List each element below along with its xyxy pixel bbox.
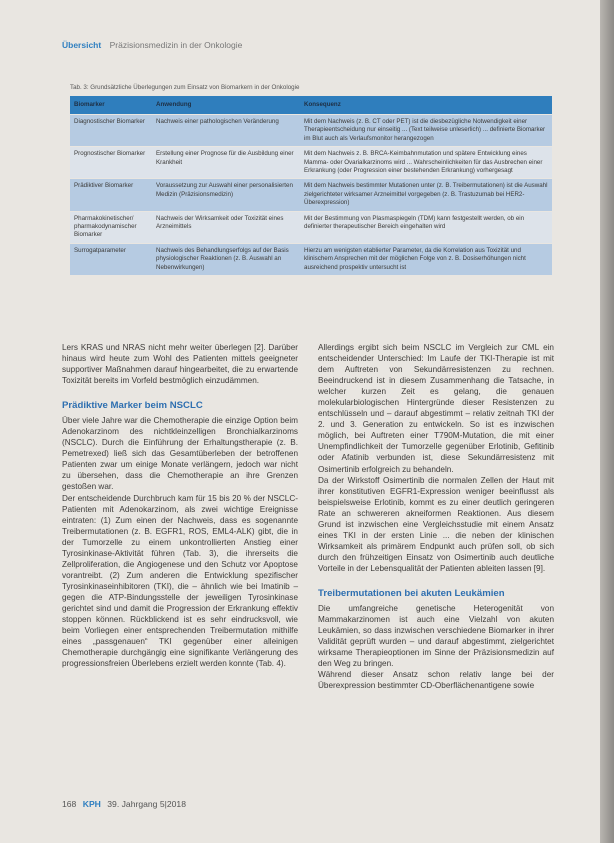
paragraph: Die umfangreiche genetische Heterogenität von Mammakarzinomen ist auch eine Vielzahl von akuten Leukämien, so dass inzwischen verschiedene Biomarker in ihrer Validität geprüft wurden – und darauf abgestimmt, zielgerichtet wirksame Therapieoptionen im Sinne der Präzisionsmedizin auf den Weg zu bringen. bbox=[318, 603, 554, 669]
table-cell: Mit der Bestimmung von Plasmaspiegeln (TDM) kann festgestellt werden, ob ein definierter therapeutischer Bereich eingehalten wird bbox=[300, 211, 552, 243]
paragraph: Während dieser Ansatz schon relativ lange bei der Überexpression bestimmter CD-Oberflächenantigene sowie bbox=[318, 670, 554, 691]
paragraph: Da der Wirkstoff Osimertinib die normalen Zellen der Haut mit ihrer konstitutiven EGFR1-Expression weniger beeinflusst als beispielsweise Erlotinib, kommt es zu einer deutlich geringeren Rate an schwereren akneiformen Reaktionen. Aus diesem Grund ist inzwischen eine Vergleichsstudie mit einem Ansatz eines TKI in der ersten Linie ... die neben der klinischen Wirksamkeit als primärem Endpunkt auch prüfen soll, ob sich durch den frühzeitigen Einsatz von Osimertinib auch deutliche Vorteile in der Lebensqualität der Patienten ableiten lassen [9]. bbox=[318, 475, 554, 573]
table-header-row bbox=[70, 96, 552, 115]
table-cell: Prognostischer Biomarker bbox=[70, 147, 152, 179]
table-cell: Diagnostischer Biomarker bbox=[70, 115, 152, 147]
table-cell: Prädiktiver Biomarker bbox=[70, 179, 152, 211]
biomarker-table bbox=[70, 96, 552, 275]
paragraph: Allerdings ergibt sich beim NSCLC im Vergleich zur CML ein entscheidender Unterschied: Im Laufe der TKI-Therapie ist mit dem Auftreten von Sekundärresistenzen zu rechnen. Beeindruckend ist in diesem Zusammenhang die Tatsache, in welcher kurzen Zeit es gelang, die genauen molekularbiologischen Hintergründe dieser Resistenzen zu entschlüsseln und – darauf abgestimmt – relativ zeitnah TKI der 2. und 3. Generation zu entwickeln. So ist es inzwischen möglich, bei Auftreten einer T790M-Mutation, die mit einer Unempfindlichkeit der Tumorzelle gegenüber Erlotinib, Gefitinib oder Afatinib verbunden ist, diese Sekundärresistenz mit Osimertinib erfolgreich zu behandeln. bbox=[318, 343, 554, 474]
section-label: Übersicht bbox=[62, 40, 102, 50]
table-cell: Pharmakokinetischer/ pharmakodynamischer Biomarker bbox=[70, 211, 152, 243]
table-cell: Hierzu am wenigsten etablierter Parameter, da die Korrelation aus Toxizität und klinischem Ansprechen mit der möglichen Folge von z. B. Dosiserhöhungen nicht ausreichend prospektiv untersucht ist bbox=[300, 243, 552, 275]
table-row bbox=[70, 179, 552, 211]
table-cell: Nachweis einer pathologischen Veränderung bbox=[152, 115, 300, 147]
table-cell: Nachweis der Wirksamkeit oder Toxizität eines Arzneimittels bbox=[152, 211, 300, 243]
biomarker-table-block bbox=[70, 84, 552, 275]
table-row bbox=[70, 147, 552, 179]
table-row bbox=[70, 115, 552, 147]
paragraph: Lers KRAS und NRAS nicht mehr weiter überlegen [2]. Darüber hinaus wird heute zum Wohl des Patienten mittels geeigneter supportiver Maßnahmen darauf hingearbeitet, die zu erwartende Toxizität bereits im Vorfeld bestmöglich einzudämmen. bbox=[62, 343, 298, 386]
journal-name: KPH bbox=[82, 799, 101, 809]
table-cell: Voraussetzung zur Auswahl einer personalisierten Medizin (Präzisionsmedizin) bbox=[152, 179, 300, 211]
right-text-column bbox=[318, 342, 554, 691]
page-footer bbox=[62, 799, 186, 809]
page-edge bbox=[600, 0, 614, 843]
table-cell: Mit dem Nachweis z. B. BRCA-Keimbahnmutation und spätere Entwicklung eines Mamma- oder Ovarialkarzinoms wird ... Wahrscheinlichkeiten für das Ausbrechen einer Erkrankung (oder Progression einer bestehenden Erkrankung) vorhergesagt bbox=[300, 147, 552, 179]
table-row bbox=[70, 211, 552, 243]
table-cell: Mit dem Nachweis (z. B. CT oder PET) ist die diesbezügliche Notwendigkeit einer Therapieentscheidung nur einseitig ... (Text teilweise unleserlich) ... definierte Biomarker im Blut auch als Verlaufsmonitor herangezogen bbox=[300, 115, 552, 147]
table-caption: Tab. 3: Grundsätzliche Überlegungen zum Einsatz von Biomarkern in der Onkologie bbox=[70, 84, 300, 91]
table-header-cell: Konsequenz bbox=[300, 96, 552, 115]
issue-label: 39. Jahrgang 5|2018 bbox=[107, 799, 186, 809]
section-heading: Prädiktive Marker beim NSCLC bbox=[62, 400, 203, 412]
table-cell: Nachweis des Behandlungserfolgs auf der Basis physiologischer Reaktionen (z. B. Auswahl an Nebenwirkungen) bbox=[152, 243, 300, 275]
table-row bbox=[70, 243, 552, 275]
page-number: 168 bbox=[62, 799, 77, 809]
section-heading: Treibermutationen bei akuten Leukämien bbox=[318, 587, 505, 599]
table-cell: Mit dem Nachweis bestimmter Mutationen unter (z. B. Treibermutationen) ist die Auswahl zielgerichteter wirksamer Arzneimittel vorgegeben (z. B. Trastuzumab bei HER2-Überexpression) bbox=[300, 179, 552, 211]
table-header-cell: Anwendung bbox=[152, 96, 300, 115]
paragraph: Über viele Jahre war die Chemotherapie die einzige Option beim Adenokarzinom des nichtkleinzelligen Bronchialkarzinoms (NSCLC). Durch die Einführung der Erhaltungstherapie (z. B. Pemetrexed) ließ sich das Gesamtüberleben der betroffenen Patienten zwar um einige Monate verlängern, jedoch war nicht zu übersehen, dass die Chemotherapie an ihre Grenzen gestoßen war. bbox=[62, 416, 298, 492]
topic-label: Präzisionsmedizin in der Onkologie bbox=[109, 40, 243, 50]
paragraph: Der entscheidende Durchbruch kam für 15 bis 20 % der NSCLC-Patienten mit Adenokarzinom, als zwei wichtige Ereignisse eintraten: (1) Zum einen der Nachweis, dass es sogenannte Treibermutationen (z. B. EGFR1, ROS, EML4-ALK) gibt, die in der Tumorzelle zu einem unkontrollierten Anstieg einer Tyrosinkinase-Aktivität führen (Tab. 3), die ihrerseits die Zellproliferation, die Angiogenese und den Schutz vor Apoptose vorantreibt. (2) Zum anderen die Entwicklung spezifischer Tyrosinkinaseinhibitoren (TKI), die – ähnlich wie bei Imatinib – gegen die ATP-Bindungsstelle der jeweiligen Tyrosinkinase gerichtet sind und damit die Progression der Erkrankung effektiv stoppen können. Rückblickend ist es sehr eindrucksvoll, wie beim Vorliegen einer entsprechenden Treibermutation mithilfe eines „passgenauen“ TKI gegenüber einer alleinigen Chemotherapie durchgängig eine signifikante Verlängerung des progressionsfreien Überlebens erzielt werden konnte (Tab. 4). bbox=[62, 493, 298, 669]
running-head bbox=[62, 40, 242, 50]
table-header-cell: Biomarker bbox=[70, 96, 152, 115]
left-text-column bbox=[62, 342, 298, 669]
table-cell: Surrogatparameter bbox=[70, 243, 152, 275]
table-cell: Erstellung einer Prognose für die Ausbildung einer Krankheit bbox=[152, 147, 300, 179]
